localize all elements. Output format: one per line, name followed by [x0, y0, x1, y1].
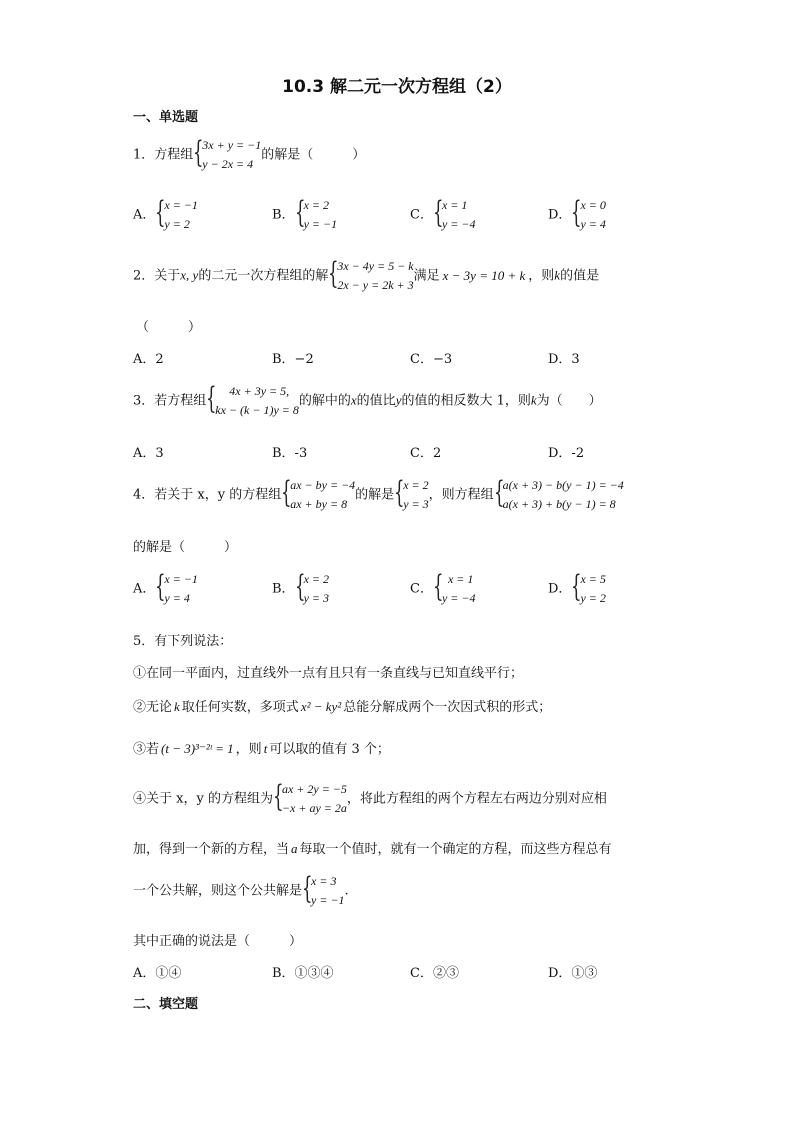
equation-line: x = 2	[403, 478, 429, 492]
question-4-option-a[interactable]: A． { x = −1 y = 4	[133, 570, 198, 608]
statement-text: 每取一个值时，就有一个确定的方程，而这些方程总有	[299, 842, 612, 857]
variables: x, y	[180, 267, 199, 283]
question-4-given-solution: { x = 2 y = 3	[394, 476, 428, 514]
equation-line: y = −1	[311, 893, 345, 907]
statement-3	[133, 738, 390, 757]
question-5-option-b[interactable]: B．①③④	[272, 966, 334, 981]
equation-line: x = 2	[303, 572, 329, 586]
question-1-option-c[interactable]: C． { x = 1 y = −4	[410, 196, 475, 234]
option-label: B．	[272, 581, 295, 597]
equation-line: y = 4	[164, 591, 190, 605]
equation-line: y = 4	[580, 217, 606, 231]
equation-line: −x + ay = 2a	[281, 801, 347, 815]
equation-line: 3x + y = −1	[202, 138, 262, 152]
question-3-text: 的解中的	[298, 393, 351, 409]
equation-line: x = 1	[447, 572, 474, 586]
variable-k: k	[174, 699, 180, 714]
equation-line: ax − by = −4	[290, 478, 356, 492]
question-4-new-system: { a(x + 3) − b(y − 1) = −4 a(x + 3) + b(y − 1) = 8	[494, 476, 624, 514]
equation-line: ax + by = 8	[290, 497, 348, 511]
question-4	[133, 476, 624, 514]
question-4-text: ，则方程组	[428, 487, 494, 503]
equation-line: x = 3	[311, 874, 337, 888]
option-label: B．	[272, 207, 295, 223]
statement-text: ④关于 x，y 的方程组为	[133, 791, 273, 807]
question-5-stem: 5．有下列说法：	[133, 634, 233, 649]
equation-line: y = 3	[303, 591, 329, 605]
statement-4-system: { ax + 2y = −5 −x + ay = 2a	[273, 780, 347, 818]
statement-4-line-3	[133, 872, 349, 910]
statement-text: 取任何实数，多项式	[181, 700, 299, 715]
question-5-option-a[interactable]: A．①④	[133, 966, 182, 981]
option-label: D．	[548, 207, 572, 223]
question-3-stem: 3．若方程组	[133, 393, 207, 409]
equation-line: a(x + 3) + b(y − 1) = 8	[502, 497, 616, 511]
question-4-stem: 4．若关于 x，y 的方程组	[133, 487, 282, 503]
equation-line: y = −4	[441, 591, 476, 605]
equation-line: x = 2	[303, 198, 329, 212]
question-1-stem: 1．方程组	[133, 147, 194, 163]
equation-line: y − 2x = 4	[202, 157, 254, 171]
variable-t: t	[263, 741, 268, 756]
condition-equation: x − 3y = 10 + k	[442, 267, 526, 283]
question-3	[133, 382, 602, 420]
question-2-text: 的二元一次方程组的解	[198, 268, 329, 284]
question-3-option-b[interactable]: B．-3	[272, 446, 308, 461]
polynomial-expression: x² − ky²	[300, 699, 342, 714]
question-3-option-d[interactable]: D．-2	[548, 446, 585, 461]
statement-4	[133, 780, 607, 818]
question-3-system: { 4x + 3y = 5, kx − (k − 1)y = 8	[206, 382, 299, 420]
variable-k: k	[530, 392, 537, 408]
question-3-text: 的值的相反数大 1，则	[401, 393, 531, 409]
option-label: D．	[548, 581, 572, 597]
question-1-option-b[interactable]: B． { x = 2 y = −1	[272, 196, 337, 234]
equation-line: x = 0	[580, 198, 606, 212]
equation-line: y = 2	[580, 591, 606, 605]
equation-line: y = 2	[164, 217, 190, 231]
common-solution-system: { x = 3 y = −1	[302, 872, 345, 910]
variable-a: a	[291, 841, 298, 856]
question-2-text: 的值是	[560, 268, 600, 284]
question-3-text: 的值比	[356, 393, 396, 409]
statement-4-line-2	[133, 838, 612, 857]
statement-text: ③若	[133, 742, 160, 757]
statement-text: .	[344, 883, 349, 899]
question-4-text: 的解是	[355, 487, 395, 503]
question-3-option-c[interactable]: C．2	[410, 446, 442, 461]
question-4-system: { ax − by = −4 ax + by = 8	[281, 476, 355, 514]
question-2-text: 满足	[413, 268, 440, 284]
option-label: C．	[410, 581, 433, 597]
question-2-option-a[interactable]: A．2	[133, 352, 164, 367]
statement-text: 一个公共解，则这个公共解是	[133, 883, 303, 899]
equation-line: a(x + 3) − b(y − 1) = −4	[502, 478, 624, 492]
page-title: 10.3 解二元一次方程组（2）	[282, 77, 512, 97]
question-5-option-d[interactable]: D．①③	[548, 966, 598, 981]
question-2-system: { 3x − 4y = 5 − k 2x − y = 2k + 3	[328, 257, 413, 295]
question-2-text: ，则	[528, 268, 555, 284]
statement-2	[133, 696, 551, 715]
question-2-answer-paren: （ ）	[136, 320, 202, 335]
question-1-option-d[interactable]: D． { x = 0 y = 4	[548, 196, 606, 234]
question-1	[133, 136, 365, 174]
question-3-option-a[interactable]: A．3	[133, 446, 164, 461]
equation-line: x = −1	[164, 572, 198, 586]
equation-line: x = −1	[164, 198, 198, 212]
variable-k: k	[554, 267, 561, 283]
equation-line: x = 1	[441, 198, 468, 212]
question-5-option-c[interactable]: C．②③	[410, 966, 459, 981]
question-1-system: { 3x + y = −1 y − 2x = 4	[193, 136, 261, 174]
question-2-option-b[interactable]: B．−2	[272, 352, 314, 367]
question-1-tail: 的解是（ ）	[261, 147, 366, 163]
equation-line: kx − (k − 1)y = 8	[215, 403, 299, 417]
equation-line: 3x − 4y = 5 − k	[337, 259, 414, 273]
statement-1: ①在同一平面内，过直线外一点有且只有一条直线与已知直线平行；	[133, 666, 524, 681]
option-label: A．	[133, 207, 156, 223]
equation-line: y = −1	[303, 217, 338, 231]
variable-x: x	[350, 392, 357, 408]
question-3-text: 为（ ）	[536, 393, 602, 409]
equation-line: 2x − y = 2k + 3	[337, 278, 414, 292]
question-4-option-b[interactable]: B． { x = 2 y = 3	[272, 570, 329, 608]
question-2-option-d[interactable]: D．3	[548, 352, 580, 367]
equation-line: ax + 2y = −5	[281, 782, 347, 796]
question-4-line-2: 的解是（ ）	[133, 540, 238, 555]
statement-text: 加，得到一个新的方程，当	[133, 842, 290, 857]
statement-text: 可以取的值有 3 个；	[269, 742, 390, 757]
question-2-stem: 2．关于	[133, 268, 181, 284]
question-2	[133, 257, 599, 295]
section-heading-fill-in: 二、填空题	[133, 997, 199, 1012]
statement-text: ②无论	[133, 700, 173, 715]
question-2-option-c[interactable]: C．−3	[410, 352, 453, 367]
question-5-prompt: 其中正确的说法是（ ）	[133, 934, 303, 949]
statement-text: 总能分解成两个一次因式积的形式；	[343, 700, 552, 715]
question-1-option-a[interactable]: A． { x = −1 y = 2	[133, 196, 198, 234]
variable-y: y	[395, 392, 402, 408]
statement-text: ，将此方程组的两个方程左右两边分别对应相	[346, 791, 607, 807]
equation-line: y = 3	[403, 497, 429, 511]
equation-line: y = −4	[441, 217, 476, 231]
option-label: A．	[133, 581, 156, 597]
exponent-equation: (t − 3)³⁻²ᵗ = 1	[161, 741, 234, 756]
question-4-option-d[interactable]: D． { x = 5 y = 2	[548, 570, 606, 608]
statement-text: ，则	[235, 742, 262, 757]
option-label: C．	[410, 207, 433, 223]
equation-line: x = 5	[580, 572, 606, 586]
section-heading-single-choice: 一、单选题	[133, 110, 199, 125]
question-4-option-c[interactable]: C． { x = 1 y = −4	[410, 570, 475, 608]
equation-line: 4x + 3y = 5,	[229, 384, 290, 398]
